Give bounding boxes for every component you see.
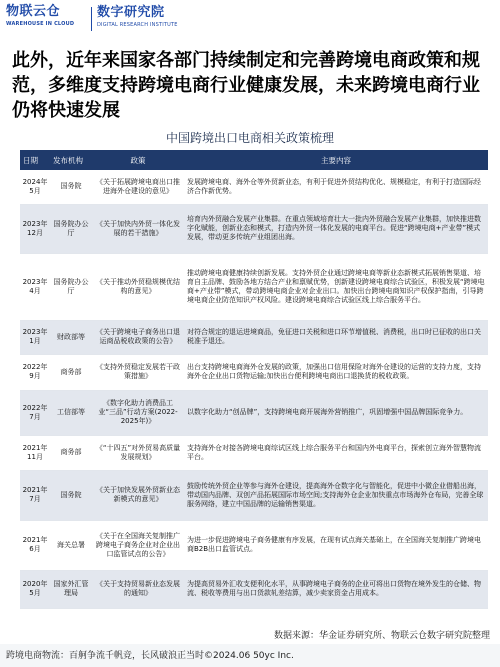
table-row xyxy=(20,520,488,570)
row-policy: 《数字化助力消费品工业“三品”行动方案(2022-2025年)》 xyxy=(92,390,184,435)
table-row xyxy=(20,320,488,354)
row-policy: 《关于支持贸易新业态发展的通知》 xyxy=(92,570,184,608)
logo1-main-text: 物联云仓 xyxy=(6,4,61,19)
table-title: 中国跨境出口电商相关政策梳理 xyxy=(165,131,334,145)
table-row xyxy=(20,570,488,608)
row-org: 国务院办公厅 xyxy=(50,204,92,253)
row-org: 国务院 xyxy=(50,470,92,520)
policy-table xyxy=(20,150,488,609)
row-content: 推动跨境电商健康持续创新发展。支持外贸企业通过跨境电商等新业态新模式拓展销售渠道、培育自主品牌、鼓励各地方结合产业和禀赋优势，创新建设跨境电商综合试验区，积极发展“跨境电商+产业带”模式，带动跨境电商企业对企业出口。加快出台跨境电商知识产权保护指南，引导跨境电商企业防范知识产权风险。建设跨境电商综合试验区线上综合服务平台。 xyxy=(184,253,488,320)
row-date: 2022年7月 xyxy=(20,390,50,435)
row-content: 为进一步促进跨境电子商务健康有序发展，在现有试点海关基础上，在全国海关复制推广跨境电商B2B出口监管试点。 xyxy=(184,520,488,570)
page-headline: 此外，近年来国家各部门持续制定和完善跨境电商政策和规范，多维度支持跨境电商行业健康发展，未来跨境电商行业仍将快速发展 xyxy=(12,50,480,121)
row-date: 2022年9月 xyxy=(20,354,50,390)
table-row xyxy=(20,470,488,520)
row-content: 出台支持跨境电商海外仓发展的政策，加强出口信用保险对海外仓建设的运营的支持力度，支持海外仓企业出口货物运输;加快出台便利跨境电商出口退换货的税收政策。 xyxy=(184,354,488,390)
row-date: 2021年7月 xyxy=(20,470,50,520)
row-org: 财政部等 xyxy=(50,320,92,354)
row-policy: 《“十四五”对外贸易高质量发展规划》 xyxy=(92,435,184,470)
table-row xyxy=(20,390,488,435)
digital-research-logo[interactable] xyxy=(97,5,187,35)
header-date: 日期 xyxy=(20,150,50,170)
row-org: 国务院办公厅 xyxy=(50,253,92,320)
row-policy: 《关于拓展跨境电商出口推进海外仓建设的意见》 xyxy=(92,170,184,204)
row-org: 国务院 xyxy=(50,170,92,204)
row-org: 商务部 xyxy=(50,435,92,470)
row-content: 培育内外贸融合发展产业集群。在重点领域培育壮大一批内外贸融合发展产业集群，加快推进数字化赋能，创新业态和模式，打造内外贸一体化发展的电商平台。促进“跨境电商+产业带”模式发展，带动更多传统产业组团出海。 xyxy=(184,204,488,253)
row-content: 以数字化助力“创品牌”，支持跨境电商开展海外营销推广，巩固增强中国品牌国际竞争力。 xyxy=(184,390,488,435)
table-row xyxy=(20,435,488,470)
row-policy: 《关于加快发展外贸新业态新模式的意见》 xyxy=(92,470,184,520)
row-date: 2020年5月 xyxy=(20,570,50,608)
logo1-sub-text: WAREHOUSE IN CLOUD xyxy=(6,21,75,27)
row-policy: 《关于跨境电子商务出口退运商品税收政策的公告》 xyxy=(92,320,184,354)
logo2-sub-text: DIGITAL RESEARCH INSTITUTE xyxy=(97,22,178,28)
table-row xyxy=(20,170,488,204)
logo2-main-text: 数字研究院 xyxy=(97,5,165,20)
data-source-note: 数据来源：华金证券研究所、物联云仓数字研究院整理 xyxy=(273,631,490,641)
footer-text: 跨境电商物流：百舸争流千帆竞，长风破浪正当时©2024.06 50yc Inc. xyxy=(6,651,294,661)
table-row xyxy=(20,354,488,390)
table-header-row xyxy=(20,150,488,170)
row-policy: 《支持外贸稳定发展若干政策措施》 xyxy=(92,354,184,390)
row-policy: 《关于加快内外贸一体化发展的若干措施》 xyxy=(92,204,184,253)
row-org: 商务部 xyxy=(50,354,92,390)
row-org: 工信部等 xyxy=(50,390,92,435)
table-row xyxy=(20,204,488,253)
row-date: 2024年5月 xyxy=(20,170,50,204)
header xyxy=(0,0,500,40)
row-content: 鼓励传统外贸企业等参与海外仓建设，提高海外仓数字化与智能化，促进中小微企业借船出海，带动国内品牌、双创产品拓展国际市场空间;支持海外仓企业加快重点市场海外仓布局，完善全球服务网络，建立中国品牌的运输销售渠道。 xyxy=(184,470,488,520)
header-org: 发布机构 xyxy=(50,150,92,170)
row-policy: 《关于推动外贸稳规模优结构的意见》 xyxy=(92,253,184,320)
row-date: 2023年12月 xyxy=(20,204,50,253)
row-date: 2021年11月 xyxy=(20,435,50,470)
row-policy: 《关于在全国海关复制推广跨境电子商务企业对企业出口监管试点的公告》 xyxy=(92,520,184,570)
warehouse-in-cloud-logo[interactable] xyxy=(6,4,86,36)
header-policy: 政策 xyxy=(92,150,184,170)
row-date: 2023年4月 xyxy=(20,253,50,320)
row-content: 发展跨境电商、海外仓等外贸新业态，有利于促进外贸结构优化、规模稳定，有利于打造国际经济合作新优势。 xyxy=(184,170,488,204)
table-row xyxy=(20,253,488,320)
row-date: 2021年6月 xyxy=(20,520,50,570)
row-content: 对符合规定的退运进境商品，免征进口关税和进口环节增值税、消费税，出口时已征收的出口关税准予退还。 xyxy=(184,320,488,354)
row-date: 2023年1月 xyxy=(20,320,50,354)
header-content: 主要内容 xyxy=(184,150,488,170)
row-content: 为提高贸易外汇收支便利化水平，从事跨境电子商务的企业可将出口货物在境外发生的仓储、物流、税收等费用与出口货款轧差结算，减少卖家资金占用成本。 xyxy=(184,570,488,608)
row-content: 支持海外仓对接各跨境电商综试区线上综合服务平台和国内外电商平台，探索创立海外智慧物流平台。 xyxy=(184,435,488,470)
row-org: 国家外汇管理局 xyxy=(50,570,92,608)
logo-divider xyxy=(91,7,92,31)
row-org: 海关总署 xyxy=(50,520,92,570)
